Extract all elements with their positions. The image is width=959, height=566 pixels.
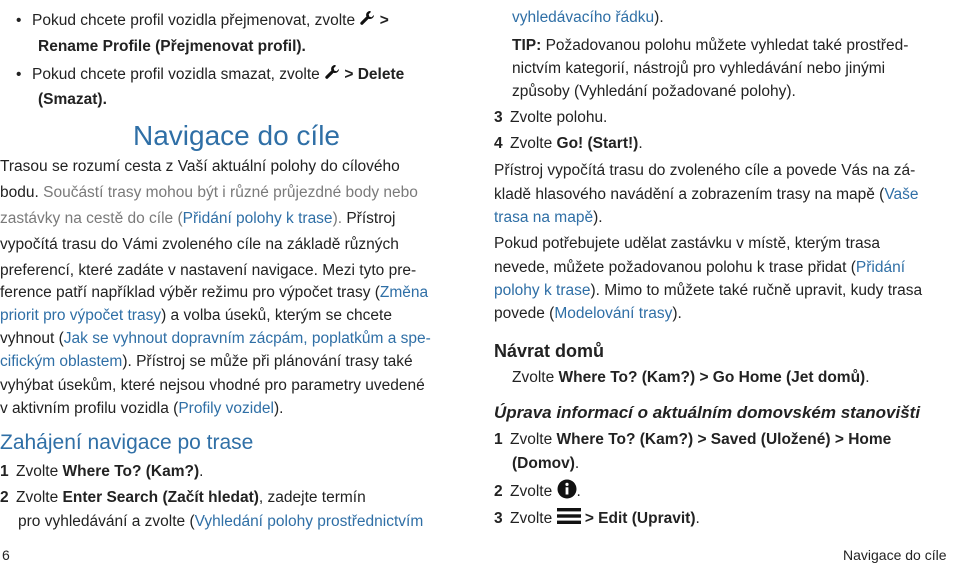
- bullet-rename: • Pokud chcete profil vozidla přejmenovat, zvolte >: [16, 10, 389, 34]
- para-line: trasa na mapě).: [494, 209, 603, 226]
- step-item: 1 Zvolte Where To? (Kam?) > Saved (Uložené) > Home: [494, 431, 892, 448]
- para-line: priorit pro výpočet trasy) a volba úseků, kterým se chcete: [0, 307, 392, 324]
- para-line: Zvolte Where To? (Kam?) > Go Home (Jet domů).: [512, 369, 870, 386]
- para-line: nevede, můžete požadovanou polohu k trase přidat (Přidání: [494, 259, 906, 276]
- step-item: 2 Zvolte .: [494, 479, 581, 505]
- para-line: vyhledávacího řádku).: [512, 9, 664, 26]
- link-route-on-map[interactable]: Vaše: [884, 186, 919, 203]
- para-line: povede (Modelování trasy).: [494, 305, 682, 322]
- link-avoid-traffic[interactable]: Jak se vyhnout dopravním zácpám, poplatkům a spe-: [63, 330, 431, 347]
- link-route-shaping[interactable]: Modelování trasy: [554, 305, 673, 322]
- para-line: kladě hlasového navádění a zobrazením trasy na mapě (Vaše: [494, 186, 919, 203]
- para-line: vypočítá trasu do Vámi zvoleného cíle na základě různých: [0, 236, 399, 253]
- para-line: zastávky na cestě do cíle (Přidání polohy k trase). Přístroj: [0, 210, 396, 227]
- para-line: preferencí, které zadáte v nastavení navigace. Mezi tyto pre-: [0, 262, 417, 279]
- page-heading: Navigace do cíle: [133, 120, 341, 151]
- section-heading: Zahájení navigace po trase: [0, 431, 254, 454]
- bullet-dot: •: [16, 66, 22, 83]
- link-add-location[interactable]: polohy k trase: [494, 282, 591, 299]
- step-item: 3 Zvolte polohu.: [494, 109, 608, 126]
- step-item: 3 Zvolte > Edit (Upravit).: [494, 506, 700, 532]
- tip-line: nictvím kategorií, nástrojů pro vyhledávání nebo jinými: [512, 60, 886, 77]
- bullet-dot: •: [16, 12, 22, 29]
- page-number: 6: [2, 547, 10, 563]
- bullet-rename-cont: Rename Profile (Přejmenovat profil).: [38, 38, 306, 55]
- info-icon: [557, 479, 577, 505]
- para-line: vyhýbat úsekům, které nejsou vhodné pro parametry uvedené: [0, 377, 425, 394]
- subheading-go-home: Návrat domů: [494, 341, 605, 361]
- wrench-icon: [359, 10, 375, 34]
- wrench-icon: [324, 64, 340, 88]
- menu-icon: [557, 506, 581, 532]
- link-route-priority[interactable]: priorit pro výpočet trasy: [0, 307, 162, 324]
- step-item-cont: pro vyhledávání a zvolte (Vyhledání polohy prostřednictvím: [18, 513, 424, 530]
- step-item: 4 Zvolte Go! (Start!).: [494, 135, 643, 152]
- bullet-delete: • Pokud chcete profil vozidla smazat, zvolte > Delete: [16, 64, 404, 88]
- para-line: polohy k trase). Mimo to můžete také ručně upravit, kudy trasa: [494, 282, 923, 299]
- step-item: 2 Zvolte Enter Search (Začít hledat), zadejte termín: [0, 489, 366, 506]
- link-route-on-map[interactable]: trasa na mapě: [494, 209, 594, 226]
- para-line: Trasou se rozumí cesta z Vaší aktuální polohy do cílového: [0, 158, 400, 175]
- link-add-location[interactable]: Přidání polohy k trase: [182, 210, 333, 227]
- link-route-priority[interactable]: Změna: [379, 284, 429, 301]
- link-add-location[interactable]: Přidání: [855, 259, 906, 276]
- tip-label: TIP:: [512, 37, 542, 54]
- link-search-bar[interactable]: vyhledávacího řádku: [512, 9, 655, 26]
- step-item: 1 Zvolte Where To? (Kam?).: [0, 463, 204, 480]
- para-line: v aktivním profilu vozidla (Profily vozidel).: [0, 400, 284, 417]
- para-line: bodu. Součástí trasy mohou být i různé průjezdné body nebo: [0, 184, 418, 201]
- subheading-edit-home: Úprava informací o aktuálním domovském stanovišti: [494, 403, 921, 422]
- tip-line: TIP: Požadovanou polohu můžete vyhledat také prostřed-: [512, 37, 909, 54]
- link-avoid-traffic[interactable]: cifickým oblastem: [0, 353, 123, 370]
- para-line: Pokud potřebujete udělat zastávku v místě, kterým trasa: [494, 235, 880, 252]
- footer-section-name: Navigace do cíle: [843, 547, 947, 563]
- para-line: vyhnout (Jak se vyhnout dopravním zácpám, poplatkům a spe-: [0, 330, 431, 347]
- link-vehicle-profiles[interactable]: Profily vozidel: [178, 400, 274, 417]
- para-line: cifickým oblastem). Přístroj se může při plánování trasy také: [0, 353, 413, 370]
- link-search-bar[interactable]: Vyhledání polohy prostřednictvím: [194, 513, 424, 530]
- para-line: Přístroj vypočítá trasu do zvoleného cíle a povede Vás na zá-: [494, 162, 916, 179]
- step-item-cont: (Domov).: [512, 455, 580, 472]
- tip-line: způsoby (Vyhledání požadované polohy).: [512, 83, 796, 100]
- bullet-delete-cont: (Smazat).: [38, 91, 107, 108]
- para-line: ference patří například výběr režimu pro výpočet trasy (Změna: [0, 284, 429, 301]
